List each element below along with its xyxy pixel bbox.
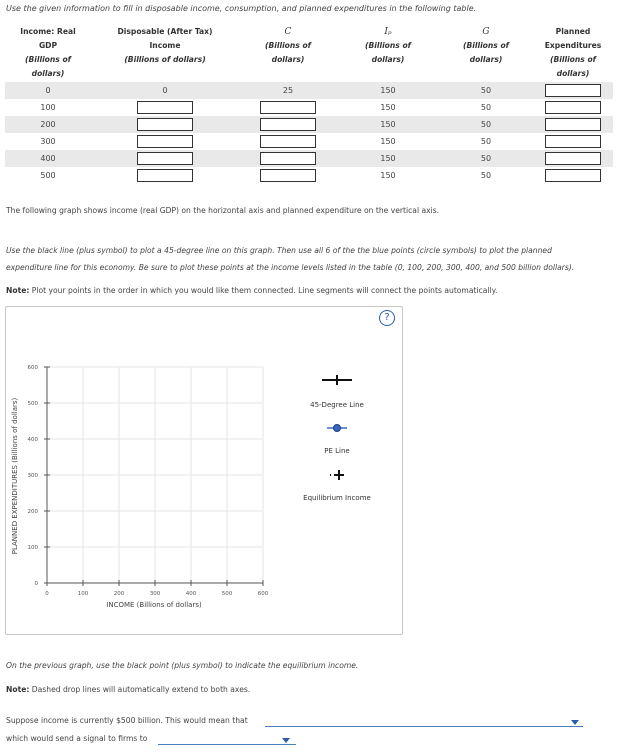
note-drop-lines — [6, 685, 250, 694]
note-text: Plot your points in the order in which you would like them connected. Line segments will connect the points automatically. — [29, 286, 498, 295]
intro-text: Use the given information to fill in disposable income, consumption, and planned expenditures in the following table. — [6, 4, 477, 13]
graph-description: The following graph shows income (real GDP) on the horizontal axis and planned expenditure on the vertical axis. — [6, 206, 440, 215]
graph-panel — [5, 306, 403, 635]
header-income-u1: (Billions of — [25, 55, 71, 64]
suppose-text: Suppose income is currently $500 billion. This would mean that — [6, 716, 248, 725]
header-ip-u1: (Billions of — [365, 41, 411, 50]
income-cell: 0 — [5, 82, 91, 99]
c-input[interactable] — [260, 101, 316, 114]
note-label: Note: — [6, 685, 30, 694]
planned-cell — [533, 150, 613, 167]
g-cell: 50 — [439, 82, 533, 99]
header-disposable-l1: Disposable (After Tax) — [117, 27, 213, 36]
header-g-u2: dollars) — [469, 55, 503, 64]
y-tick-label: 500 — [27, 401, 38, 407]
c-input[interactable] — [260, 152, 316, 165]
header-g — [439, 24, 533, 82]
header-income — [5, 24, 91, 82]
legend-45-degree-label: 45-Degree Line — [310, 401, 364, 409]
table-row — [5, 167, 613, 184]
header-ip-symbol: Iₚ — [384, 27, 392, 37]
c-input[interactable] — [260, 169, 316, 182]
planned-input[interactable] — [545, 84, 601, 97]
header-c-u1: (Billions of — [265, 41, 311, 50]
y-tick-label: 300 — [27, 473, 38, 479]
table-row — [5, 150, 613, 167]
g-cell: 50 — [480, 171, 492, 180]
table-row — [5, 99, 613, 116]
c-input[interactable] — [260, 135, 316, 148]
chevron-down-icon[interactable] — [571, 720, 579, 725]
income-cell: 300 — [40, 137, 56, 146]
y-tick-label: 400 — [27, 437, 38, 443]
x-tick-label: 100 — [77, 591, 89, 597]
disposable-input[interactable] — [137, 135, 193, 148]
g-cell: 50 — [439, 150, 533, 167]
c-cell — [239, 116, 337, 133]
planned-cell — [533, 167, 613, 184]
instruction-line-2: expenditure line for this economy. Be sure to plot these points at the income levels listed in the table (0, 100, 200, 300, 400, and 500 billion dollars). — [6, 263, 575, 272]
planned-input[interactable] — [545, 169, 601, 182]
y-axis-label: PLANNED EXPENDITURES (Billions of dollars) — [11, 397, 19, 555]
header-g-u1: (Billions of — [463, 41, 509, 50]
x-axis-label: INCOME (Billions of dollars) — [106, 601, 202, 609]
planned-input[interactable] — [545, 152, 601, 165]
header-planned-l1: Planned — [555, 27, 591, 36]
x-tick-label: 600 — [257, 591, 269, 597]
x-tick-label: 500 — [221, 591, 233, 597]
planned-input[interactable] — [545, 101, 601, 114]
disposable-input[interactable] — [137, 118, 193, 131]
c-cell — [239, 99, 337, 116]
disposable-cell — [91, 150, 239, 167]
header-ip — [337, 24, 439, 82]
y-tick-label: 600 — [27, 365, 38, 371]
planned-cell — [533, 133, 613, 150]
legend-equilibrium-label: Equilibrium Income — [303, 494, 371, 502]
c-cell: 25 — [239, 82, 337, 99]
help-icon[interactable]: ? — [379, 310, 395, 326]
table-row — [5, 116, 613, 133]
c-cell — [239, 167, 337, 184]
y-tick-label: 200 — [27, 509, 38, 515]
header-c-symbol: C — [284, 27, 292, 37]
header-income-l1: Income: Real — [20, 27, 76, 36]
g-cell: 50 — [439, 116, 533, 133]
disposable-input[interactable] — [137, 152, 193, 165]
note-plot-order — [6, 286, 497, 295]
header-planned-u1: (Billions of dollars) — [550, 55, 596, 78]
ip-cell: 150 — [337, 82, 439, 99]
header-g-symbol: G — [482, 27, 490, 37]
x-tick-label: 400 — [185, 591, 197, 597]
header-income-l2: GDP — [38, 41, 58, 50]
chevron-down-icon[interactable] — [282, 738, 290, 743]
ip-cell: 150 — [337, 116, 439, 133]
header-ip-u2: dollars) — [371, 55, 405, 64]
x-tick-label: 0 — [45, 591, 49, 597]
planned-cell — [533, 99, 613, 116]
c-cell — [239, 150, 337, 167]
header-disposable — [91, 24, 239, 82]
disposable-input[interactable] — [137, 101, 193, 114]
planned-cell — [533, 116, 613, 133]
disposable-cell — [91, 116, 239, 133]
equilibrium-instruction: On the previous graph, use the black point (plus symbol) to indicate the equilibrium income. — [6, 661, 359, 670]
ip-cell: 150 — [337, 150, 439, 167]
note-text: Dashed drop lines will automatically extend to both axes. — [29, 685, 251, 694]
header-disposable-l2: Income — [149, 41, 181, 50]
header-planned — [533, 24, 613, 82]
firm-signal-dropdown[interactable] — [158, 734, 296, 745]
income-cell: 500 — [40, 171, 56, 180]
income-cell: 100 — [40, 103, 56, 112]
header-planned-l2: Expenditures — [544, 41, 602, 50]
disposable-cell: 0 — [91, 82, 239, 99]
x-tick-label: 200 — [113, 591, 125, 597]
disposable-cell — [91, 133, 239, 150]
y-tick-label: 100 — [27, 545, 38, 551]
note-label: Note: — [6, 286, 30, 295]
ip-cell: 150 — [380, 171, 396, 180]
disposable-input[interactable] — [137, 169, 193, 182]
c-cell — [239, 133, 337, 150]
header-disposable-u1: (Billions of dollars) — [124, 55, 206, 64]
instruction-line-1: Use the black line (plus symbol) to plot a 45-degree line on this graph. Then use all 6 of the the blue points (circle symbols) to plot the planned — [6, 246, 552, 255]
header-income-u2: dollars) — [31, 69, 65, 78]
legend-pe-label: PE Line — [324, 447, 350, 455]
signal-text: which would send a signal to firms to — [6, 734, 148, 743]
table-row — [5, 82, 613, 99]
planned-input[interactable] — [545, 118, 601, 131]
header-c — [239, 24, 337, 82]
data-table — [5, 24, 613, 184]
x-tick-label: 300 — [149, 591, 161, 597]
circle-icon — [334, 425, 341, 432]
g-cell: 50 — [480, 137, 492, 146]
y-tick-label: 0 — [34, 581, 38, 587]
ip-cell: 150 — [380, 137, 396, 146]
planned-cell — [533, 82, 613, 99]
g-cell: 50 — [480, 103, 492, 112]
income-implication-dropdown[interactable] — [265, 716, 583, 727]
header-c-u2: dollars) — [271, 55, 305, 64]
disposable-cell — [91, 167, 239, 184]
income-cell: 400 — [5, 150, 91, 167]
ip-cell: 150 — [380, 103, 396, 112]
planned-input[interactable] — [545, 135, 601, 148]
c-input[interactable] — [260, 118, 316, 131]
disposable-cell — [91, 99, 239, 116]
table-row — [5, 133, 613, 150]
income-cell: 200 — [5, 116, 91, 133]
